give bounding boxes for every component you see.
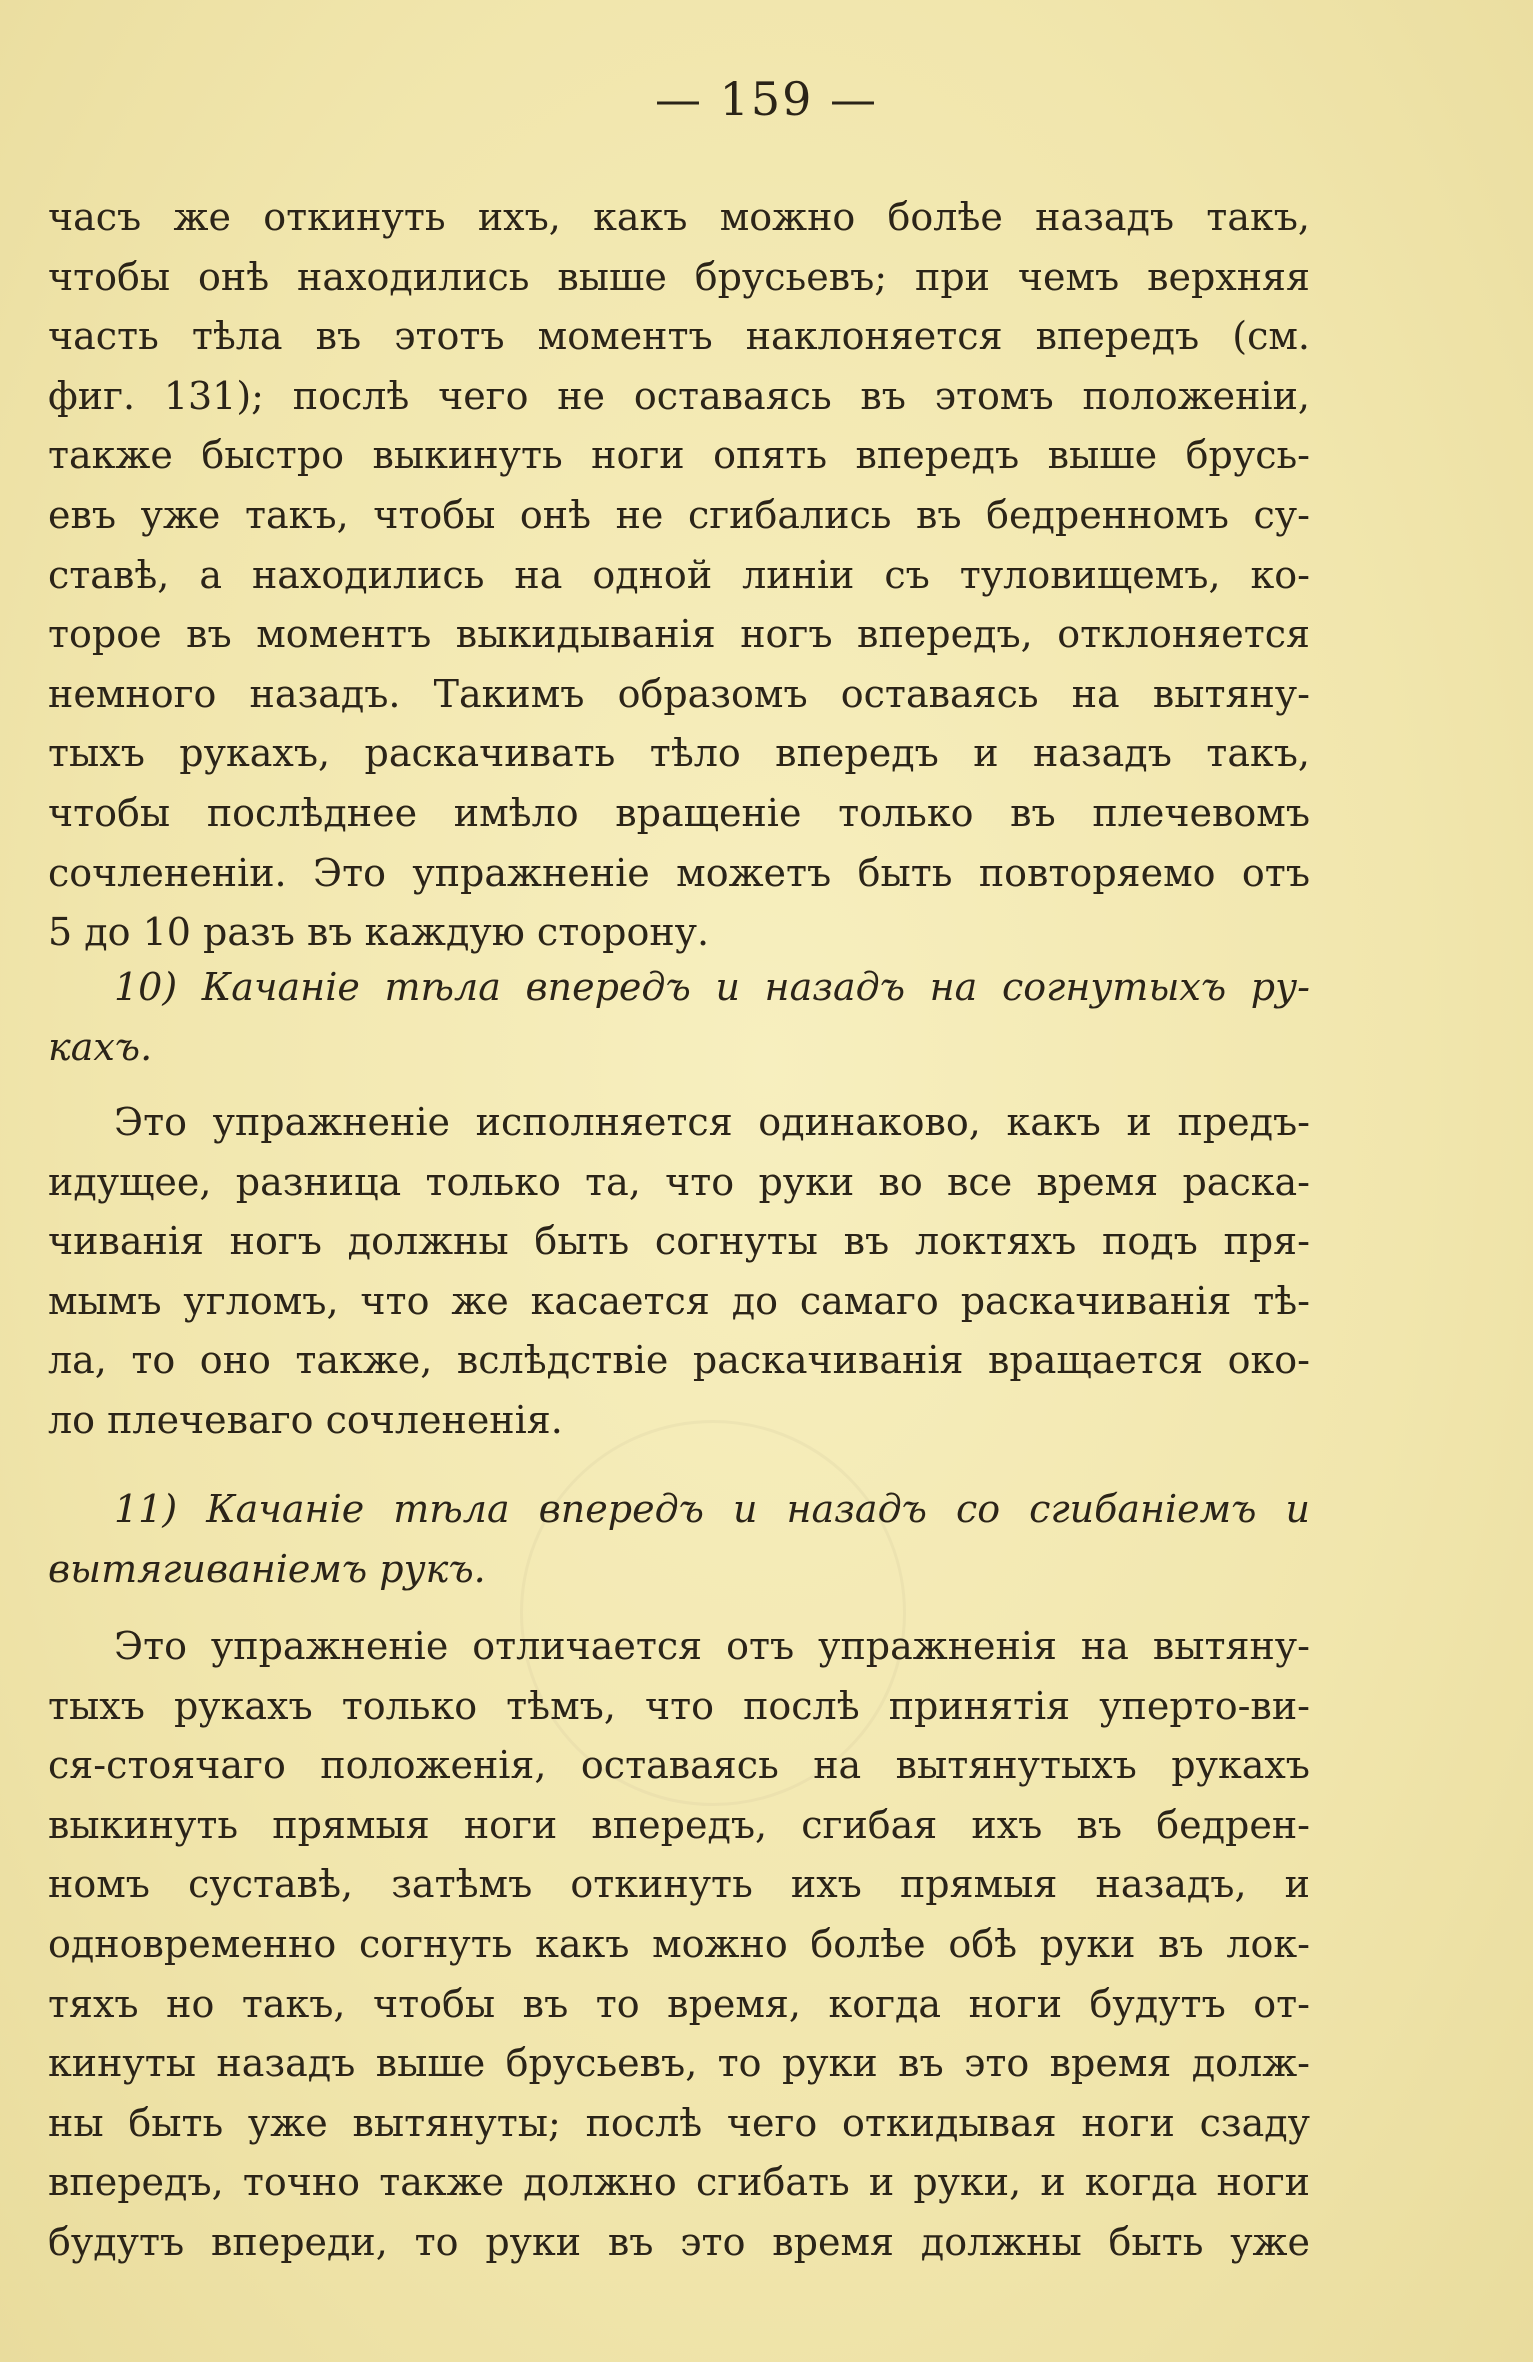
text-line: тяхъ но такъ, чтобы въ то время, когда ноги будутъ от-	[48, 1981, 1310, 2026]
text-line: 5 до 10 разъ въ каждую сторону.	[48, 910, 710, 955]
page-number: — 159 —	[654, 72, 879, 126]
text-line: ставѣ, а находились на одной линіи съ туловищемъ, ко-	[48, 552, 1310, 597]
text-line: тыхъ рукахъ, раскачивать тѣло впередъ и назадъ такъ,	[48, 731, 1310, 776]
section-heading-11	[48, 1480, 1310, 1599]
text-line: чиванія ногъ должны быть согнуты въ локтяхъ подъ пря-	[48, 1219, 1310, 1264]
text-line: Это упражненіе отличается отъ упражненія на вытяну-	[114, 1624, 1310, 1668]
heading-line: 10) Качаніе тѣла впередъ и назадъ на согнутыхъ ру-	[114, 965, 1310, 1009]
text-line: сочлененіи. Это упражненіе можетъ быть повторяемо отъ	[48, 850, 1310, 895]
heading-line: вытягиваніемъ рукъ.	[48, 1546, 486, 1591]
text-line: кинуты назадъ выше брусьевъ, то руки въ это время долж-	[48, 2041, 1310, 2086]
text-line: будутъ впереди, то руки въ это время должны быть уже	[48, 2219, 1310, 2264]
text-line: фиг. 131); послѣ чего не оставаясь въ этомъ положеніи,	[48, 373, 1310, 418]
heading-line: 11) Качаніе тѣла впередъ и назадъ со сгибаніемъ и	[114, 1487, 1310, 1531]
text-line: мымъ угломъ, что же касается до самаго раскачиванія тѣ-	[48, 1278, 1310, 1323]
text-line: ся-стоячаго положенія, оставаясь на вытянутыхъ рукахъ	[48, 1743, 1310, 1788]
text-line: тыхъ рукахъ только тѣмъ, что послѣ принятія уперто-ви-	[48, 1683, 1310, 1728]
text-line: торое въ моментъ выкидыванія ногъ впередъ, отклоняется	[48, 612, 1310, 657]
text-line: идущее, разница только та, что руки во все время раска-	[48, 1159, 1310, 1204]
text-line: чтобы онѣ находились выше брусьевъ; при чемъ верхняя	[48, 254, 1310, 299]
text-line: выкинуть прямыя ноги впередъ, сгибая ихъ въ бедрен-	[48, 1802, 1310, 1847]
text-line: ны быть уже вытянуты; послѣ чего откидывая ноги сзаду	[48, 2100, 1310, 2145]
text-line: впередъ, точно также должно сгибать и руки, и когда ноги	[48, 2160, 1310, 2205]
text-line: евъ уже такъ, чтобы онѣ не сгибались въ бедренномъ су-	[48, 492, 1310, 537]
text-line: ло плечеваго сочлененія.	[48, 1397, 563, 1442]
paragraph-exercise-11	[48, 1617, 1310, 2273]
text-line: номъ суставѣ, затѣмъ откинуть ихъ прямыя назадъ, и	[48, 1862, 1310, 1907]
text-line: ла, то оно также, вслѣдствіе раскачиванія вращается око-	[48, 1338, 1310, 1383]
heading-line: кахъ.	[48, 1024, 153, 1069]
text-line: одновременно согнуть какъ можно болѣе обѣ руки въ лок-	[48, 1921, 1310, 1966]
text-line: также быстро выкинуть ноги опять впередъ выше брусь-	[48, 433, 1310, 478]
text-line: часть тѣла въ этотъ моментъ наклоняется впередъ (см.	[48, 314, 1310, 359]
text-line: часъ же откинуть ихъ, какъ можно болѣе назадъ такъ,	[48, 195, 1310, 239]
section-heading-10	[48, 958, 1310, 1077]
text-line: немного назадъ. Такимъ образомъ оставаясь на вытяну-	[48, 671, 1310, 716]
text-line: чтобы послѣднее имѣло вращеніе только въ плечевомъ	[48, 790, 1310, 835]
text-line: Это упражненіе исполняется одинаково, какъ и предъ-	[114, 1100, 1310, 1144]
paragraph-exercise-10	[48, 1093, 1310, 1451]
paragraph-continuation	[48, 188, 1310, 963]
